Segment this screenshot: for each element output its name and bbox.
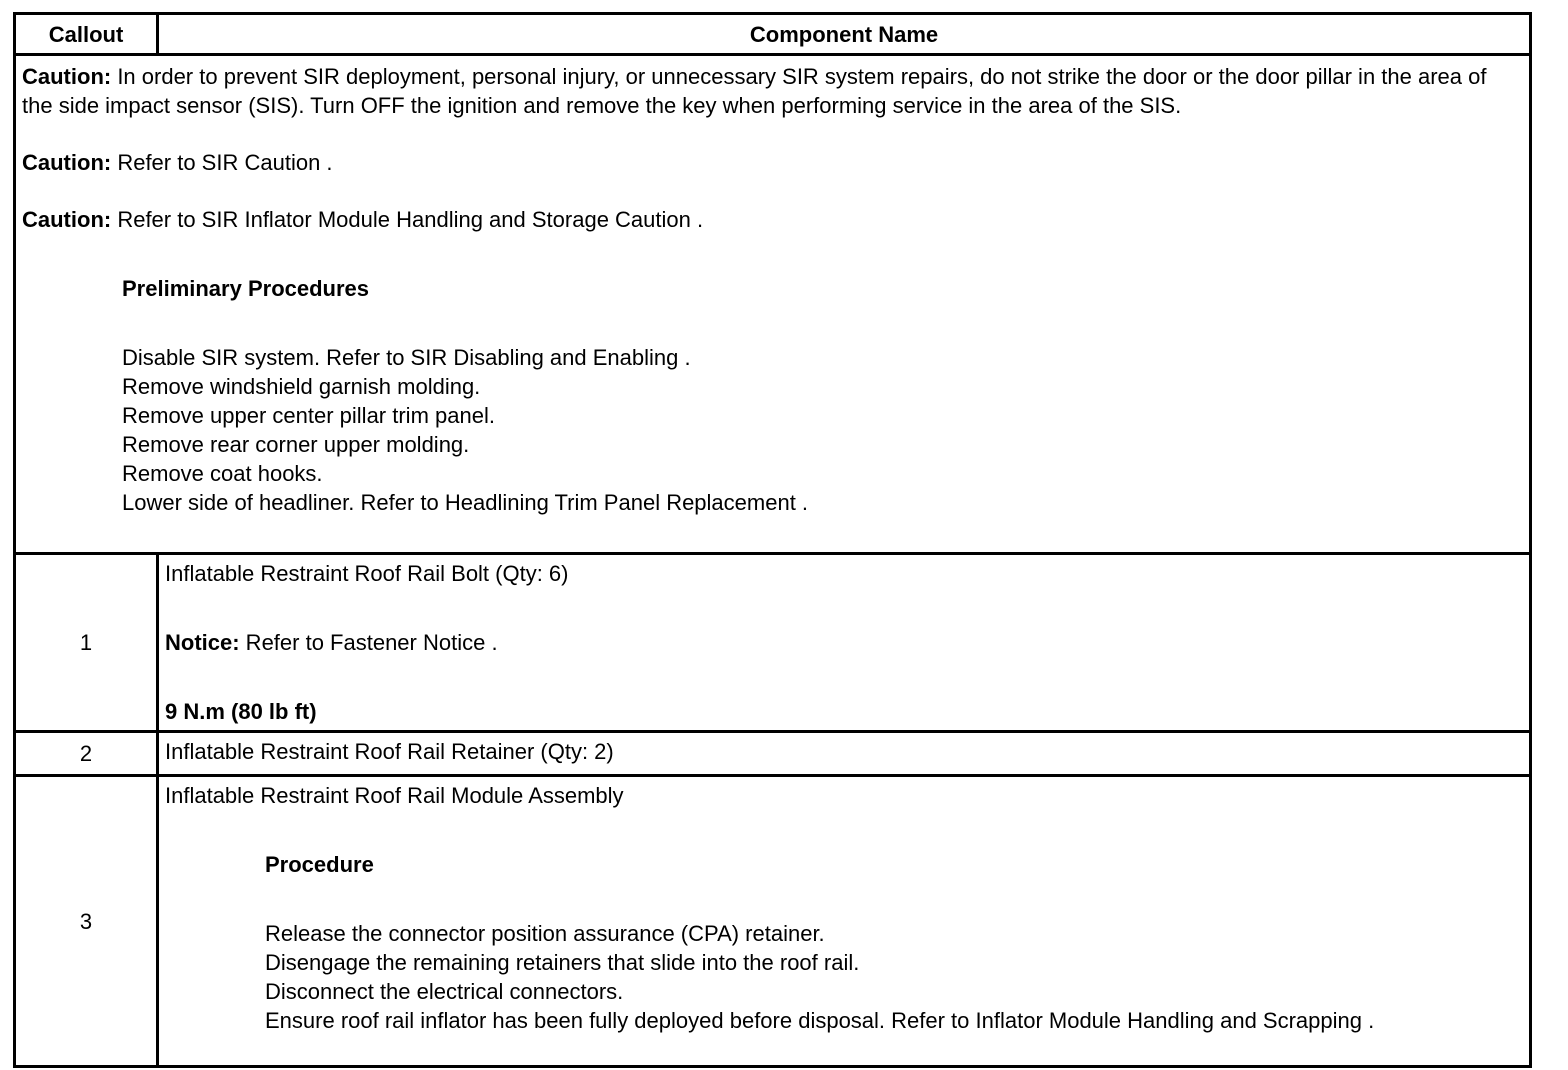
preliminary-step: Remove upper center pillar trim panel. xyxy=(122,403,495,428)
caution-paragraph xyxy=(22,148,1519,177)
caution-row xyxy=(15,55,1531,554)
table-row xyxy=(15,554,1531,732)
component-name: Inflatable Restraint Roof Rail Module Assembly xyxy=(165,783,624,808)
callout-number: 3 xyxy=(15,776,158,1067)
torque-spec: 9 N.m (80 lb ft) xyxy=(165,699,317,724)
component-cell xyxy=(158,732,1531,776)
preliminary-step: Remove coat hooks. xyxy=(122,461,323,486)
callout-header: Callout xyxy=(15,14,158,55)
component-table xyxy=(13,12,1532,1068)
caution-paragraph xyxy=(22,62,1519,120)
notice-label: Notice: xyxy=(165,630,240,655)
table-row xyxy=(15,776,1531,1067)
caution-label: Caution: xyxy=(22,64,112,89)
procedure-step: Disengage the remaining retainers that slide into the roof rail. xyxy=(265,950,860,975)
callout-number: 2 xyxy=(15,732,158,776)
component-cell xyxy=(158,554,1531,732)
preliminary-step: Remove rear corner upper molding. xyxy=(122,432,470,457)
preliminary-title: Preliminary Procedures xyxy=(122,276,370,301)
notice-paragraph xyxy=(165,628,1519,657)
preliminary-step: Remove windshield garnish molding. xyxy=(122,374,481,399)
caution-text: Refer to SIR Caution . xyxy=(111,150,333,175)
component-name: Inflatable Restraint Roof Rail Bolt (Qty: 6) xyxy=(165,561,569,586)
table-row xyxy=(15,732,1531,776)
procedure xyxy=(165,850,1519,1035)
component-name-header: Component Name xyxy=(158,14,1531,55)
procedure-step: Disconnect the electrical connectors. xyxy=(265,979,624,1004)
procedure-step: Ensure roof rail inflator has been fully deployed before disposal. Refer to Inflator Module Handling and Scrapping . xyxy=(265,1008,1375,1033)
component-cell xyxy=(158,776,1531,1067)
procedure-step: Release the connector position assurance (CPA) retainer. xyxy=(265,921,825,946)
preliminary-step: Lower side of headliner. Refer to Headlining Trim Panel Replacement . xyxy=(122,490,809,515)
preliminary-step: Disable SIR system. Refer to SIR Disabling and Enabling . xyxy=(122,345,691,370)
component-name: Inflatable Restraint Roof Rail Retainer (Qty: 2) xyxy=(165,739,614,764)
header-row xyxy=(15,14,1531,55)
preliminary-procedures xyxy=(22,274,1519,517)
caution-cell xyxy=(15,55,1531,554)
caution-text: In order to prevent SIR deployment, personal injury, or unnecessary SIR system repairs, do not strike the door or the door pillar in the area of the side impact sensor (SIS). Turn OFF the ignition and remove the key when performing service in the area of the SIS. xyxy=(22,64,1487,118)
caution-text: Refer to SIR Inflator Module Handling and Storage Caution . xyxy=(111,207,704,232)
caution-label: Caution: xyxy=(22,150,112,175)
procedure-title: Procedure xyxy=(265,852,374,877)
caution-label: Caution: xyxy=(22,207,112,232)
notice-text: Refer to Fastener Notice . xyxy=(239,630,498,655)
caution-paragraph xyxy=(22,205,1519,234)
callout-number: 1 xyxy=(15,554,158,732)
